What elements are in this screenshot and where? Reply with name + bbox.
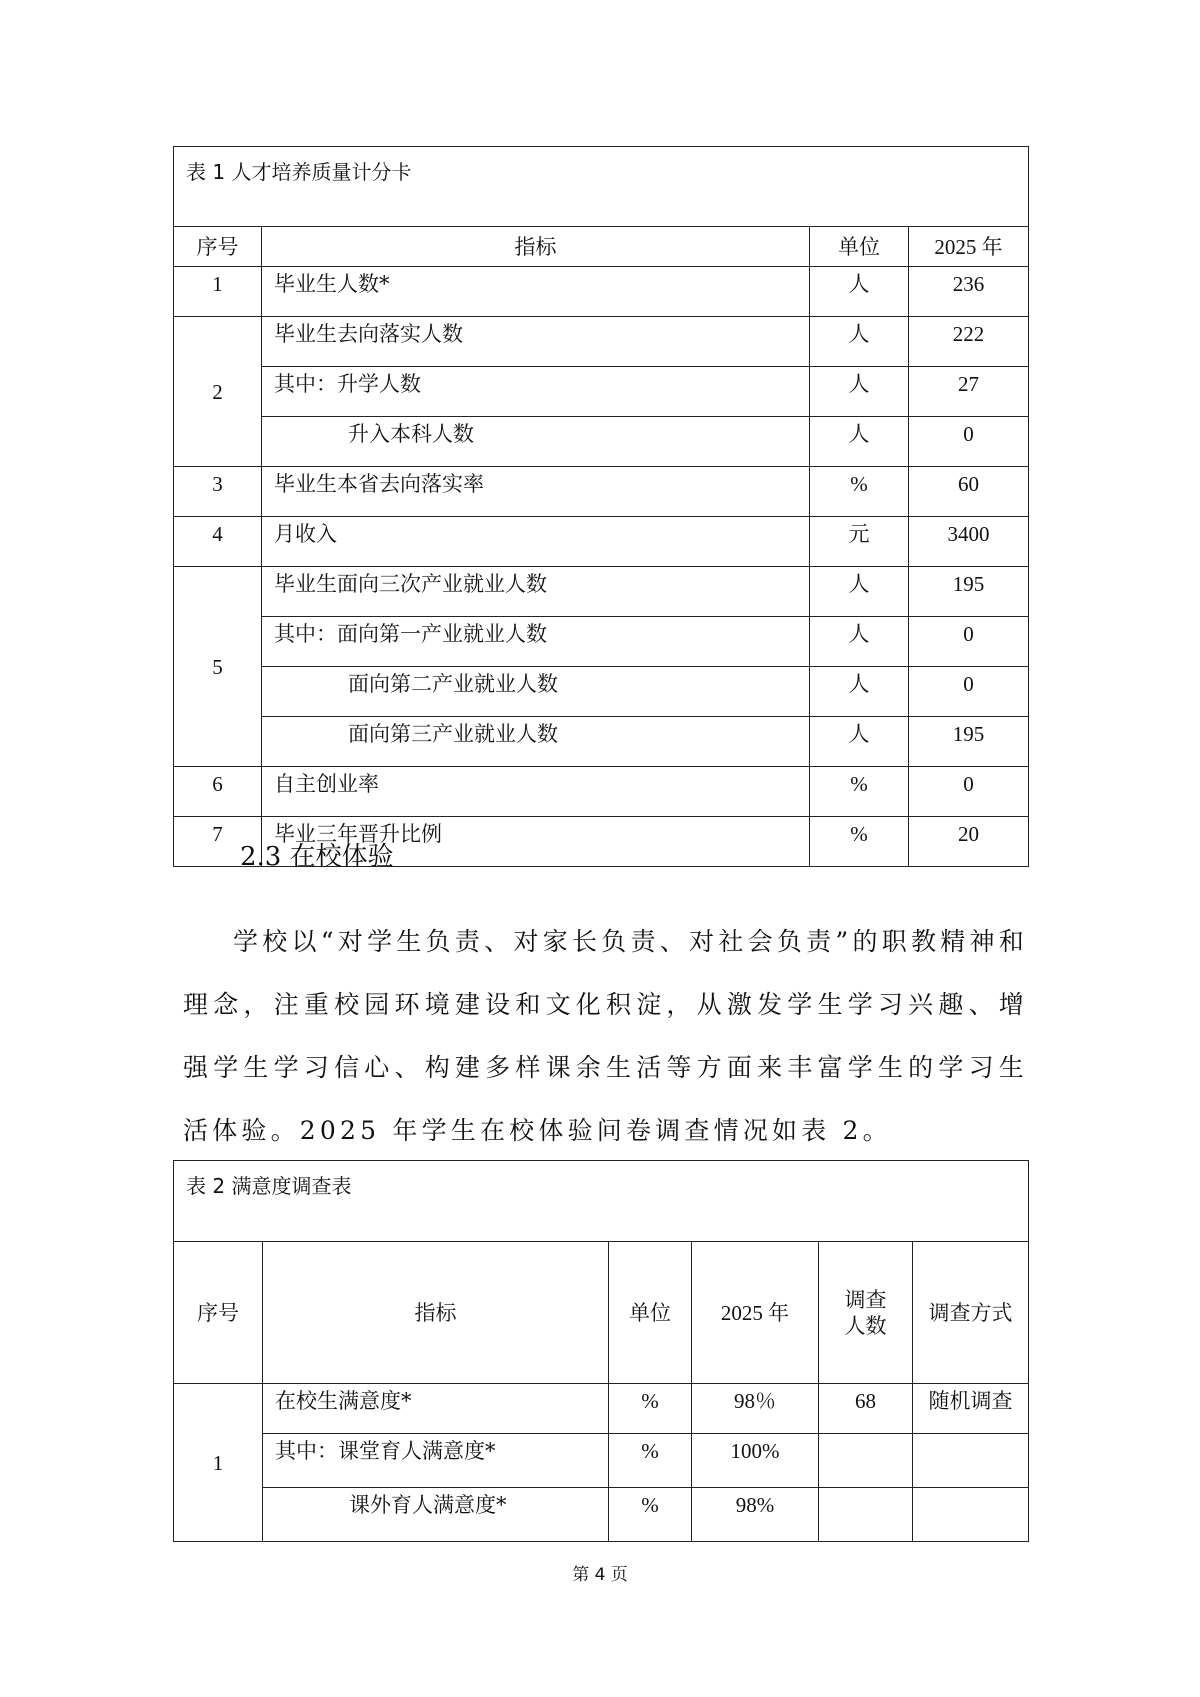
table-row: [174, 317, 1029, 367]
talent-quality-scorecard-table: [173, 146, 1029, 867]
row-value: 27: [909, 367, 1029, 417]
row-indicator: 毕业生本省去向落实率: [262, 467, 810, 517]
row-indicator: 升入本科人数: [262, 417, 810, 467]
row-indicator: 自主创业率: [262, 767, 810, 817]
table-caption: 表 2 满意度调查表: [174, 1161, 1029, 1242]
row-unit: 人: [810, 317, 909, 367]
row-indicator: 在校生满意度*: [263, 1384, 609, 1434]
row-indicator: 毕业三年晋升比例: [262, 817, 810, 867]
row-indicator: 其中：面向第一产业就业人数: [262, 617, 810, 667]
row-no: 7: [174, 817, 262, 867]
row-value: 0: [909, 767, 1029, 817]
header-unit: 单位: [609, 1242, 692, 1384]
row-indicator: 面向第三产业就业人数: [262, 717, 810, 767]
table-row: [174, 367, 1029, 417]
row-unit: %: [609, 1488, 692, 1542]
row-value: 222: [909, 317, 1029, 367]
row-unit: 人: [810, 717, 909, 767]
row-unit: 元: [810, 517, 909, 567]
table-row: [174, 667, 1029, 717]
table-caption: 表 1 人才培养质量计分卡: [174, 147, 1029, 227]
row-value: 60: [909, 467, 1029, 517]
row-indicator: 其中：升学人数: [262, 367, 810, 417]
table-row: [174, 617, 1029, 667]
header-indicator: 指标: [262, 227, 810, 267]
row-method: [913, 1488, 1029, 1542]
row-value: 98％: [692, 1384, 819, 1434]
row-unit: %: [810, 817, 909, 867]
header-year: 2025 年: [909, 227, 1029, 267]
row-indicator: 课外育人满意度*: [263, 1488, 609, 1542]
row-unit: %: [810, 467, 909, 517]
satisfaction-survey-table: [173, 1160, 1029, 1542]
table-row: [174, 1384, 1029, 1434]
table-row: [174, 267, 1029, 317]
row-unit: 人: [810, 567, 909, 617]
row-method: 随机调查: [913, 1384, 1029, 1434]
row-count: [819, 1488, 913, 1542]
table-row: [174, 467, 1029, 517]
row-value: 0: [909, 667, 1029, 717]
row-value: 3400: [909, 517, 1029, 567]
row-value: 0: [909, 617, 1029, 667]
row-no: 6: [174, 767, 262, 817]
row-value: 236: [909, 267, 1029, 317]
row-indicator: 面向第二产业就业人数: [262, 667, 810, 717]
row-unit: %: [609, 1434, 692, 1488]
row-unit: 人: [810, 417, 909, 467]
header-no: 序号: [174, 1242, 263, 1384]
row-no: 1: [174, 1384, 263, 1542]
header-no: 序号: [174, 227, 262, 267]
row-value: 195: [909, 567, 1029, 617]
table-row: [174, 567, 1029, 617]
row-no: 3: [174, 467, 262, 517]
row-no: 1: [174, 267, 262, 317]
table-row: [174, 417, 1029, 467]
body-paragraph: 学校以“对学生负责、对家长负责、对社会负责”的职教精神和理念，注重校园环境建设和文化积淀，从激发学生学习兴趣、增强学生学习信心、构建多样课余生活等方面来丰富学生的学习生活体验。2025 年学生在校体验问卷调查情况如表 2。: [183, 927, 1028, 1145]
row-indicator: 毕业生人数*: [262, 267, 810, 317]
row-count: 68: [819, 1384, 913, 1434]
table-row: [174, 1488, 1029, 1542]
header-survey-count: 调查人数: [819, 1242, 913, 1384]
row-count: [819, 1434, 913, 1488]
row-method: [913, 1434, 1029, 1488]
row-indicator: 月收入: [262, 517, 810, 567]
row-unit: %: [810, 767, 909, 817]
row-value: 20: [909, 817, 1029, 867]
row-value: 98%: [692, 1488, 819, 1542]
row-unit: 人: [810, 617, 909, 667]
row-indicator: 毕业生去向落实人数: [262, 317, 810, 367]
page-number: 第 4 页: [572, 1565, 628, 1585]
table-row: [174, 517, 1029, 567]
row-value: 195: [909, 717, 1029, 767]
row-unit: 人: [810, 367, 909, 417]
row-indicator: 其中：课堂育人满意度*: [263, 1434, 609, 1488]
row-unit: 人: [810, 267, 909, 317]
section-body: [183, 910, 1028, 1162]
table-row: [174, 717, 1029, 767]
row-no: 5: [174, 567, 262, 767]
header-survey-method: 调查方式: [913, 1242, 1029, 1384]
row-no: 4: [174, 517, 262, 567]
header-indicator: 指标: [263, 1242, 609, 1384]
table-row: [174, 767, 1029, 817]
row-value: 100%: [692, 1434, 819, 1488]
row-value: 0: [909, 417, 1029, 467]
row-unit: 人: [810, 667, 909, 717]
row-unit: %: [609, 1384, 692, 1434]
section-heading: 2.3 在校体验: [240, 842, 394, 872]
table-row: [174, 1434, 1029, 1488]
header-year: 2025 年: [692, 1242, 819, 1384]
header-unit: 单位: [810, 227, 909, 267]
row-indicator: 毕业生面向三次产业就业人数: [262, 567, 810, 617]
row-no: 2: [174, 317, 262, 467]
